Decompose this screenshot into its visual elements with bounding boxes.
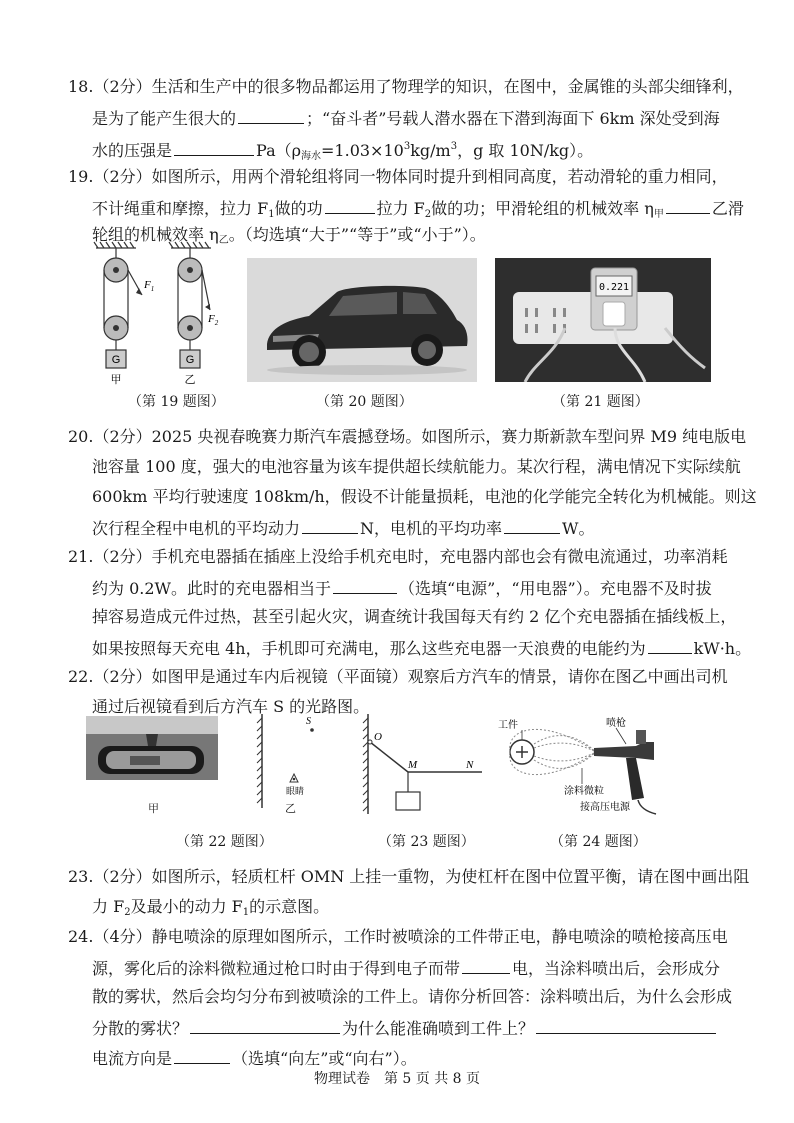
q23-line-1: 23.（2分）如图所示，轻质杠杆 OMN 上挂一重物，为使杠杆在图中位置平衡，请在图中画出阻 — [68, 867, 750, 886]
svg-text:涂料微粒: 涂料微粒 — [564, 786, 604, 797]
fig22-label-jia: 甲 — [148, 802, 159, 815]
figure-22-mirror-diagram — [250, 712, 330, 812]
svg-text:F1: $F_1$ — [144, 279, 155, 293]
q20-line-3: 600km 平均行驶速度 108km/h，假设不计能量损耗，电池的化学能完全转化为机械能。则这 — [92, 487, 757, 506]
caption-fig-21: （第 21 题图） — [552, 394, 649, 410]
caption-fig-24: （第 24 题图） — [550, 834, 647, 850]
answer-blank[interactable] — [174, 139, 254, 156]
svg-text:S: S — [306, 716, 311, 727]
q20-line-2: 池容量 100 度，强大的电池容量为该车提供超长续航能力。某次行程，满电情况下实际续航 — [92, 457, 741, 476]
q23-line-2: 力 $F_2$及最小的动力 $F_1$的示意图。 — [92, 897, 330, 918]
q24-line-4: 分散的雾状？ 为什么能准确喷到工件上？ — [0, 1017, 794, 1039]
q24-line-2: 源，雾化后的涂料微粒通过枪口时由于得到电子而带 电，当涂料喷出后，会形成分 — [92, 959, 721, 978]
fig22-label-yi: 乙 — [285, 802, 296, 815]
svg-text:喷枪: 喷枪 — [606, 718, 626, 729]
svg-text:0.221: 0.221 — [598, 282, 630, 293]
svg-text:眼睛: 眼睛 — [286, 787, 305, 797]
q20-line-1: 20.（2分）2025 央视春晚赛力斯汽车震撼登场。如图所示，赛力斯新款车型问界 M9 纯电版电 — [68, 427, 747, 446]
svg-text:G: G — [111, 354, 121, 366]
q24-line-5: 电流方向是 （选填“向左”或“向右”）。 — [92, 1049, 417, 1068]
svg-text:M: M — [408, 759, 418, 771]
q21-line-1: 21.（2分）手机充电器插在插座上没给手机充电时，充电器内部也会有微电流通过，功率消耗 — [68, 547, 728, 566]
q21-line-2: 约为 0.2W。此时的充电器相当于 （选填“电源”，“用电器”）。充电器不及时拔 — [92, 579, 712, 598]
q20-line-4: 次行程全程中电机的平均动力 N，电机的平均功率 W。 — [92, 519, 595, 538]
q19-line-3: 轮组的机械效率 $\eta_乙$。（均选填“大于”“等于”或“小于”）。 — [92, 225, 486, 246]
svg-text:乙: 乙 — [184, 373, 196, 386]
caption-fig-23: （第 23 题图） — [378, 834, 475, 850]
q22-line-2: 通过后视镜看到后方汽车 S 的光路图。 — [92, 697, 370, 716]
q21-line-3: 掉容易造成元件过热，甚至引起火灾，调查统计我国每天有约 2 亿个充电器插在插线板上， — [92, 607, 737, 626]
svg-text:F2: $F_2$ — [208, 313, 219, 327]
answer-blank[interactable] — [666, 197, 710, 214]
answer-blank[interactable] — [648, 637, 692, 654]
q22-line-1: 22.（2分）如图甲是通过车内后视镜（平面镜）观察后方汽车的情景，请你在图乙中画出司机 — [68, 667, 728, 686]
q18-line-3: 水的压强是 $Pa(\rho_{海水}=1.03\times 10^3kg/m^3$，g 取 10N/kg）。 — [92, 141, 594, 162]
q24-line-3: 散的雾状，然后会均匀分布到被喷涂的工件上。请你分析回答：涂料喷出后，为什么会形成 — [92, 987, 733, 1006]
caption-fig-20: （第 20 题图） — [316, 394, 413, 410]
page-footer: 物理试卷 第 5 页 共 8 页 — [313, 1071, 481, 1087]
svg-text:N: N — [466, 759, 474, 771]
figure-21-charger-photo — [495, 258, 711, 382]
svg-text:接高压电源: 接高压电源 — [580, 802, 630, 813]
figure-24-spray-gun — [486, 712, 716, 816]
answer-blank[interactable] — [190, 1017, 340, 1034]
svg-text:工件: 工件 — [498, 720, 518, 731]
answer-blank[interactable] — [536, 1017, 716, 1034]
answer-blank[interactable] — [238, 107, 304, 124]
figure-23-lever — [356, 712, 496, 816]
caption-fig-22: （第 22 题图） — [176, 834, 273, 850]
q24-line-1: 24.（4分）静电喷涂的原理如图所示，工作时被喷涂的工件带正电，静电喷涂的喷枪接高压电 — [68, 927, 728, 946]
q18-line-1: 18.（2分）生活和生产中的很多物品都运用了物理学的知识，在图中，金属锥的头部尖细锋利， — [68, 77, 744, 96]
svg-text:O: O — [374, 731, 382, 743]
svg-text:甲: 甲 — [110, 373, 122, 386]
svg-text:G: G — [185, 354, 195, 366]
figure-20-car-photo — [247, 258, 477, 382]
figure-22-mirror-photo — [86, 716, 218, 780]
q21-line-4: 如果按照每天充电 4h，手机即可充满电，那么这些充电器一天浪费的电能约为 kW·h。 — [92, 639, 752, 658]
answer-blank[interactable] — [504, 517, 560, 534]
answer-blank[interactable] — [325, 197, 375, 214]
answer-blank[interactable] — [174, 1047, 230, 1064]
q18-line-2: 是为了能产生很大的 ；“奋斗者”号载人潜水器在下潜到海面下 6km 深处受到海 — [92, 109, 720, 128]
caption-fig-19: （第 19 题图） — [128, 394, 225, 410]
q19-line-1: 19.（2分）如图所示，用两个滑轮组将同一物体同时提升到相同高度，若动滑轮的重力相同， — [68, 167, 728, 186]
q19-line-2: 不计绳重和摩擦，拉力 $F_1$做的功 拉力 $F_2$做的功；甲滑轮组的机械效率 $\eta_甲$ 乙滑 — [92, 199, 744, 220]
figure-19-pulleys — [86, 240, 226, 390]
answer-blank[interactable] — [462, 957, 510, 974]
answer-blank[interactable] — [333, 577, 397, 594]
answer-blank[interactable] — [302, 517, 358, 534]
